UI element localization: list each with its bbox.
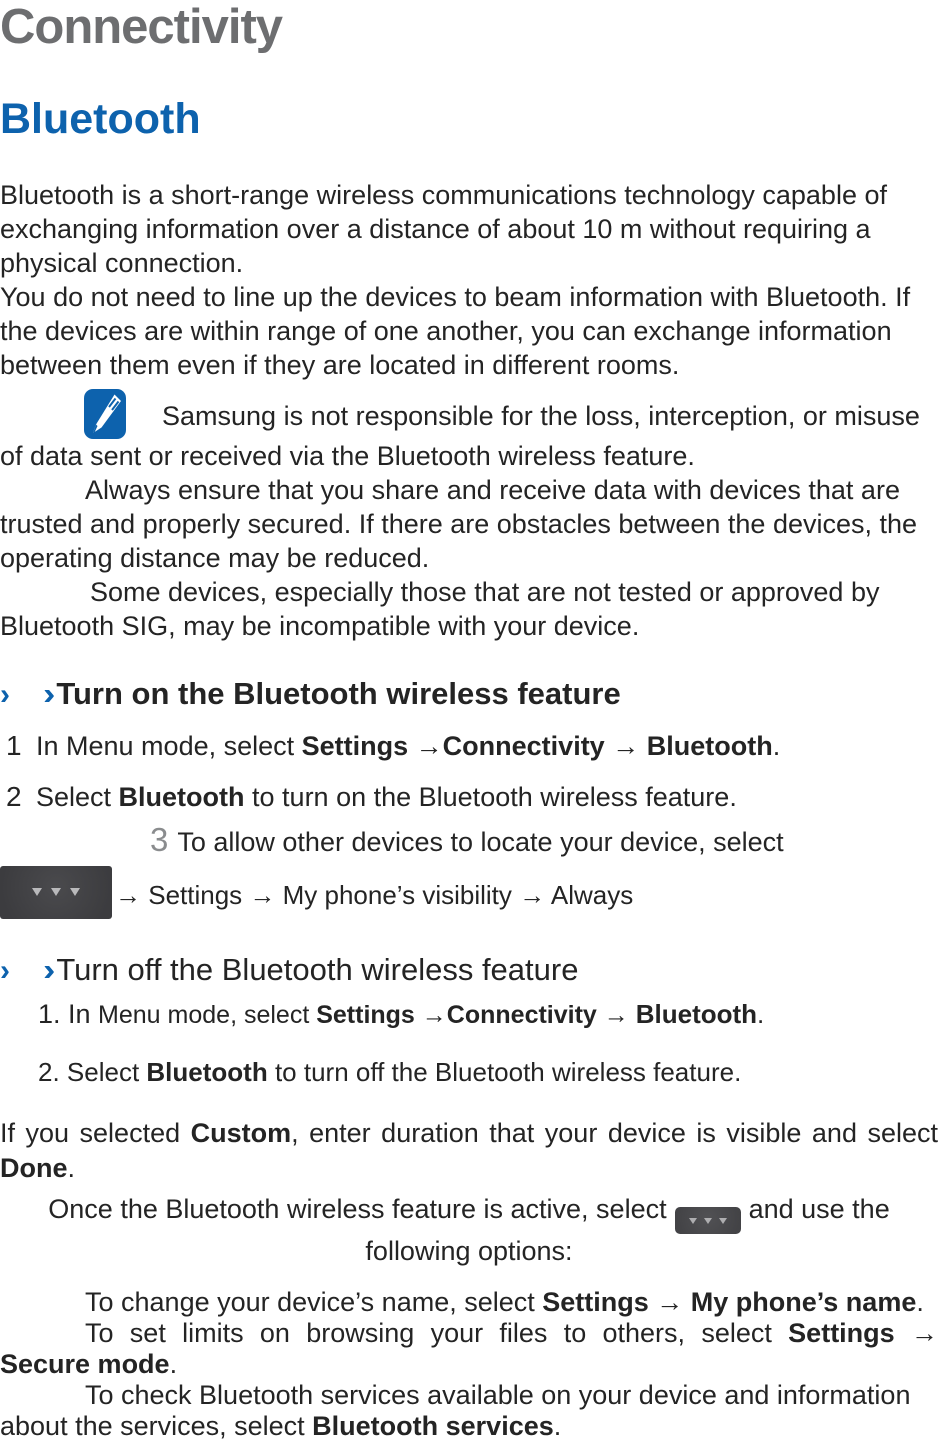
options-intro-paragraph: [0, 1192, 938, 1269]
step-number: 1: [6, 729, 22, 761]
turn-on-step-3: [0, 819, 938, 863]
chevron-right-icon: ›: [42, 675, 56, 711]
menu-dot-icon: [51, 888, 61, 896]
bluetooth-menu-thumbnail-small: [675, 1207, 741, 1234]
heading-text: Turn off the Bluetooth wireless feature: [56, 951, 579, 987]
intro-paragraph-2: You do not need to line up the devices to beam information with Bluetooth. If the devices are within range of one another, you can exchange information between them even if they are located in different rooms.: [0, 281, 911, 380]
heading-turn-on-bluetooth: [0, 676, 938, 712]
options-intro-before: Once the Bluetooth wireless feature is active, select: [48, 1193, 667, 1224]
intro-paragraph-1: Bluetooth is a short-range wireless communications technology capable of exchanging information over a distance of about 10 m without requiring a physical connection.: [0, 179, 887, 278]
chevron-right-icon: ›: [42, 951, 56, 987]
option-bluetooth-services: To check Bluetooth services available on your device and information about the services, select Bluetooth services.: [0, 1380, 911, 1442]
menu-dot-icon: [719, 1218, 727, 1224]
visibility-path-row: [0, 866, 938, 919]
section-marker-icon: ›: [0, 953, 10, 987]
option-secure-mode: To set limits on browsing your files to others, select Settings → Secure mode.: [0, 1318, 938, 1380]
turn-off-step-1: 1. In Menu mode, select Settings →Connectivity → Bluetooth.: [38, 998, 765, 1029]
section-marker-icon: ›: [0, 677, 10, 711]
step-text: In Menu mode, select Settings →Connectivity → Bluetooth.: [36, 730, 781, 761]
page-title: Connectivity: [0, 0, 283, 54]
visibility-path-text: → Settings → My phone’s visibility → Always: [115, 879, 634, 910]
custom-duration-paragraph: If you selected Custom, enter duration that your device is visible and select Done.: [0, 1117, 938, 1183]
option-change-name: To change your device’s name, select Settings → My phone’s name.: [85, 1287, 924, 1318]
note-paragraph-1: [0, 389, 938, 473]
step-number: 2: [6, 780, 22, 812]
turn-on-step-2: [0, 780, 938, 814]
note-paragraph-3: Some devices, especially those that are not tested or approved by Bluetooth SIG, may be incompatible with your device.: [0, 576, 880, 641]
options-intro-after: and use the following options:: [365, 1193, 890, 1267]
turn-on-step-1: [0, 729, 938, 763]
menu-dot-icon: [32, 888, 42, 896]
step-text: Select Bluetooth to turn on the Bluetooth wireless feature.: [36, 781, 737, 812]
note-text-1: Samsung is not responsible for the loss, interception, or misuse of data sent or received via the Bluetooth wireless feature.: [0, 400, 920, 471]
heading-turn-off-bluetooth: [0, 952, 938, 988]
step-text: To allow other devices to locate your device, select: [177, 826, 784, 857]
note-paragraph-2: Always ensure that you share and receive data with devices that are trusted and properly secured. If there are obstacles between the devices, the operating distance may be reduced.: [0, 474, 918, 573]
step-number: 3: [150, 820, 169, 858]
note-pencil-icon: [84, 389, 126, 439]
turn-off-step-2: 2. Select Bluetooth to turn off the Bluetooth wireless feature.: [38, 1056, 742, 1087]
heading-text: Turn on the Bluetooth wireless feature: [56, 675, 621, 711]
menu-dot-icon: [689, 1218, 697, 1224]
menu-dot-icon: [704, 1218, 712, 1224]
menu-dot-icon: [70, 888, 80, 896]
section-title-bluetooth: Bluetooth: [0, 95, 201, 143]
bluetooth-menu-thumbnail: [0, 866, 112, 919]
